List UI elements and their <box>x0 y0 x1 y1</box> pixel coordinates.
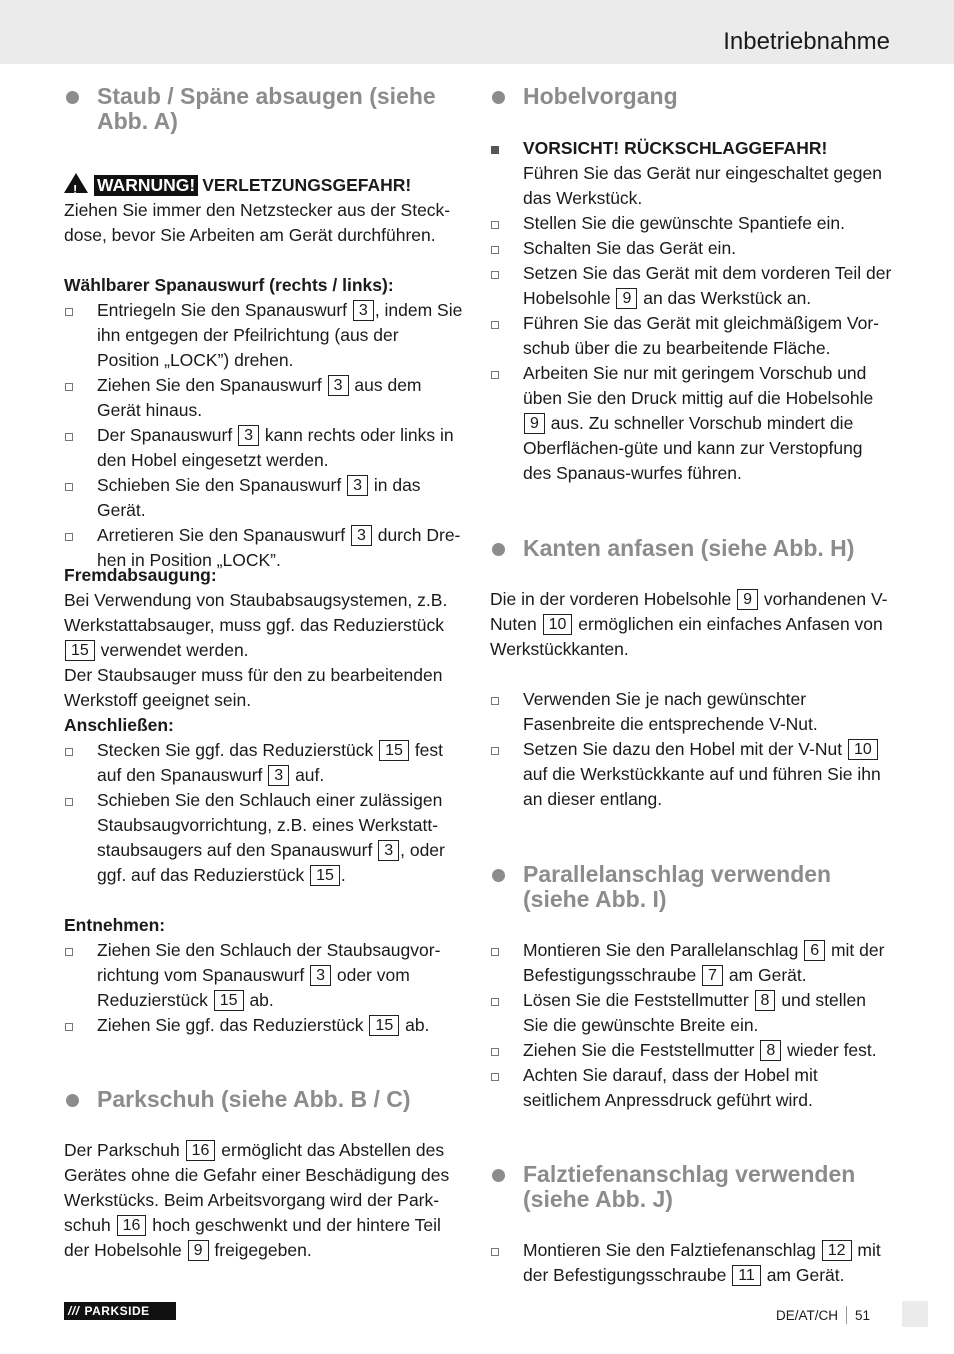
ref-number: 8 <box>760 1040 781 1061</box>
heading-bullet-icon <box>66 1094 79 1107</box>
section-heading: Staub / Späne absaugen (siehe Abb. A) <box>64 84 464 134</box>
ref-number: 15 <box>214 990 244 1011</box>
ref-number: 10 <box>543 614 573 635</box>
list-item: Stellen Sie die gewünschte Spantiefe ein. <box>490 211 895 236</box>
bullet-icon <box>491 1073 499 1081</box>
bullet-icon <box>65 798 73 806</box>
heading-bullet-icon <box>66 91 79 104</box>
subheading: Anschließen: <box>64 715 174 735</box>
paragraph: Bei Verwendung von Staubabsaugsystemen, z.B. Werkstattabsauger, muss ggf. das Reduzierstück 15 verwendet werden. <box>64 590 448 660</box>
section-parallelanschlag <box>490 862 895 1113</box>
bullet-icon <box>65 533 73 541</box>
footer-divider <box>846 1306 847 1324</box>
ref-number: 9 <box>616 288 637 309</box>
ref-number: 9 <box>188 1240 209 1261</box>
footer-tab <box>902 1301 928 1327</box>
section-staub <box>64 84 464 573</box>
caution-bullet-icon <box>491 146 499 154</box>
section-hobelvorgang <box>490 84 895 486</box>
bullet-icon <box>491 371 499 379</box>
entnehmen-list <box>64 938 464 1038</box>
ref-number: 3 <box>238 425 259 446</box>
ref-number: 10 <box>848 739 878 760</box>
list-item: Arretieren Sie den Spanauswurf 3 durch Dre-hen in Position „LOCK”. <box>64 523 464 573</box>
bullet-icon <box>65 1023 73 1031</box>
bullet-icon <box>491 1048 499 1056</box>
section-heading: Kanten anfasen (siehe Abb. H) <box>490 536 895 561</box>
page-title: Inbetriebnahme <box>723 28 890 55</box>
warning-triangle-icon: ! <box>64 173 88 193</box>
bullet-icon <box>491 697 499 705</box>
list-item: Arbeiten Sie nur mit geringem Vorschub und üben Sie den Druck mittig auf die Hobelsohle 9 aus. Zu schneller Vorschub mindert die Oberflächen-güte und kann zur Verstopfung des Spanaus-wurfes führen. <box>490 361 895 486</box>
bullet-icon <box>491 271 499 279</box>
list-item: Lösen Sie die Feststellmutter 8 und stellen Sie die gewünschte Breite ein. <box>490 988 895 1038</box>
list-item: Ziehen Sie ggf. das Reduzierstück 15 ab. <box>64 1013 464 1038</box>
ref-number: 3 <box>347 475 368 496</box>
heading-bullet-icon <box>492 91 505 104</box>
list-item: Montieren Sie den Falztiefenanschlag 12 mit der Befestigungsschraube 11 am Gerät. <box>490 1238 895 1288</box>
warning-text: VERLETZUNGSGEFAHR! <box>202 175 412 195</box>
ref-number: 3 <box>378 840 399 861</box>
ref-number: 16 <box>186 1140 216 1161</box>
list-item: Ziehen Sie den Schlauch der Staubsaugvor-richtung vom Spanauswurf 3 oder vom Reduzierstück 15 ab. <box>64 938 464 1013</box>
spanauswurf-list <box>64 298 464 573</box>
bullet-icon <box>491 1248 499 1256</box>
bullet-icon <box>491 998 499 1006</box>
section-parkschuh <box>64 1087 464 1263</box>
subheading: Wählbarer Spanauswurf (rechts / links): <box>64 275 394 295</box>
bullet-icon <box>491 321 499 329</box>
ref-number: 3 <box>328 375 349 396</box>
ref-number: 16 <box>117 1215 147 1236</box>
ref-number: 6 <box>804 940 825 961</box>
list-item: Achten Sie darauf, dass der Hobel mit seitlichem Anpressdruck geführt wird. <box>490 1063 895 1113</box>
footer-info <box>776 1306 870 1324</box>
falz-list <box>490 1238 895 1288</box>
parallel-list <box>490 938 895 1113</box>
list-item: Setzen Sie dazu den Hobel mit der V-Nut 10 auf die Werkstückkante auf und führen Sie ihn an dieser entlang. <box>490 737 895 812</box>
ref-number: 15 <box>310 865 340 886</box>
section-fremd <box>64 563 464 1038</box>
section-heading: Hobelvorgang <box>490 84 895 109</box>
list-item: Stecken Sie ggf. das Reduzierstück 15 fest auf den Spanauswurf 3 auf. <box>64 738 464 788</box>
heading-bullet-icon <box>492 1169 505 1182</box>
caution-block <box>490 136 895 211</box>
footer-lang: DE/AT/CH <box>775 1308 838 1323</box>
bullet-icon <box>65 308 73 316</box>
heading-bullet-icon <box>492 869 505 882</box>
page-number: 51 <box>854 1308 870 1323</box>
section-heading: Falztiefenanschlag verwenden (siehe Abb. J) <box>490 1162 895 1212</box>
ref-number: 3 <box>353 300 374 321</box>
list-item: Ziehen Sie den Spanauswurf 3 aus dem Gerät hinaus. <box>64 373 464 423</box>
list-item: Entriegeln Sie den Spanauswurf 3 , indem Sie ihn entgegen der Pfeilrichtung (aus der Position „LOCK”) drehen. <box>64 298 464 373</box>
bullet-icon <box>65 383 73 391</box>
bullet-icon <box>491 948 499 956</box>
ref-number: 8 <box>755 990 776 1011</box>
ref-number: 12 <box>822 1240 852 1261</box>
list-item: Verwenden Sie je nach gewünschter Fasenbreite die entsprechende V-Nut. <box>490 687 895 737</box>
list-item: Setzen Sie das Gerät mit dem vorderen Teil der Hobelsohle 9 an das Werkstück an. <box>490 261 895 311</box>
list-item: Schalten Sie das Gerät ein. <box>490 236 895 261</box>
ref-number: 3 <box>268 765 289 786</box>
hobel-list <box>490 211 895 486</box>
list-item: Schieben Sie den Schlauch einer zulässigen Staubsaugvorrichtung, z.B. eines Werkstatt-staubsaugers auf den Spanauswurf 3 , oder ggf. auf das Reduzierstück 15 . <box>64 788 464 888</box>
bullet-icon <box>65 483 73 491</box>
list-item: Schieben Sie den Spanauswurf 3 in das Gerät. <box>64 473 464 523</box>
paragraph: Der Parkschuh 16 ermöglicht das Abstellen des Gerätes ohne die Gefahr einer Beschädigung des Werkstücks. Beim Arbeitsvorgang wird der Park-schuh 16 hoch geschwenkt und der hintere Teil der Hobelsohle 9 freigegeben. <box>64 1140 450 1260</box>
list-item: Montieren Sie den Parallelanschlag 6 mit der Befestigungsschraube 7 am Gerät. <box>490 938 895 988</box>
bullet-icon <box>65 433 73 441</box>
ref-number: 3 <box>351 525 372 546</box>
ref-number: 15 <box>379 740 409 761</box>
logo-slashes-icon: /// <box>68 1304 80 1318</box>
bullet-icon <box>491 747 499 755</box>
paragraph: Der Staubsauger muss für den zu bearbeitenden Werkstoff geeignet sein. <box>64 665 443 710</box>
section-falztiefenanschlag <box>490 1162 895 1288</box>
list-item: Führen Sie das Gerät mit gleichmäßigem Vor-schub über die zu bearbeitende Fläche. <box>490 311 895 361</box>
bullet-icon <box>491 246 499 254</box>
ref-number: 9 <box>737 589 758 610</box>
logo-text: PARKSIDE <box>84 1304 150 1318</box>
ref-number: 7 <box>702 965 723 986</box>
list-item: Ziehen Sie die Feststellmutter 8 wieder fest. <box>490 1038 895 1063</box>
heading-bullet-icon <box>492 543 505 556</box>
ref-number: 15 <box>65 640 95 661</box>
ref-number: 9 <box>524 413 545 434</box>
warning-line <box>64 173 464 198</box>
caution-item: VORSICHT! RÜCKSCHLAGGEFAHR! Führen Sie das Gerät nur eingeschaltet gegen das Werkstück. <box>490 136 895 211</box>
bullet-icon <box>491 221 499 229</box>
bullet-icon <box>65 948 73 956</box>
list-item: Der Spanauswurf 3 kann rechts oder links in den Hobel eingesetzt werden. <box>64 423 464 473</box>
parkside-logo <box>64 1302 176 1320</box>
paragraph: Die in der vorderen Hobelsohle 9 vorhandenen V-Nuten 10 ermöglichen ein einfaches Anfasen von Werkstückkanten. <box>490 589 888 659</box>
section-kanten <box>490 536 895 812</box>
bullet-icon <box>65 748 73 756</box>
kanten-list <box>490 687 895 812</box>
section-heading: Parkschuh (siehe Abb. B / C) <box>64 1087 464 1112</box>
ref-number: 3 <box>310 965 331 986</box>
ref-number: 15 <box>369 1015 399 1036</box>
subheading: Fremdabsaugung: <box>64 565 217 585</box>
warning-body: Ziehen Sie immer den Netzstecker aus der Steck-dose, bevor Sie Arbeiten am Gerät durchführen. <box>64 200 451 245</box>
subheading: Entnehmen: <box>64 915 166 935</box>
section-heading: Parallelanschlag verwenden (siehe Abb. I) <box>490 862 895 912</box>
ref-number: 11 <box>732 1265 761 1286</box>
warning-label: WARNUNG! <box>94 175 198 196</box>
anschliessen-list <box>64 738 464 888</box>
